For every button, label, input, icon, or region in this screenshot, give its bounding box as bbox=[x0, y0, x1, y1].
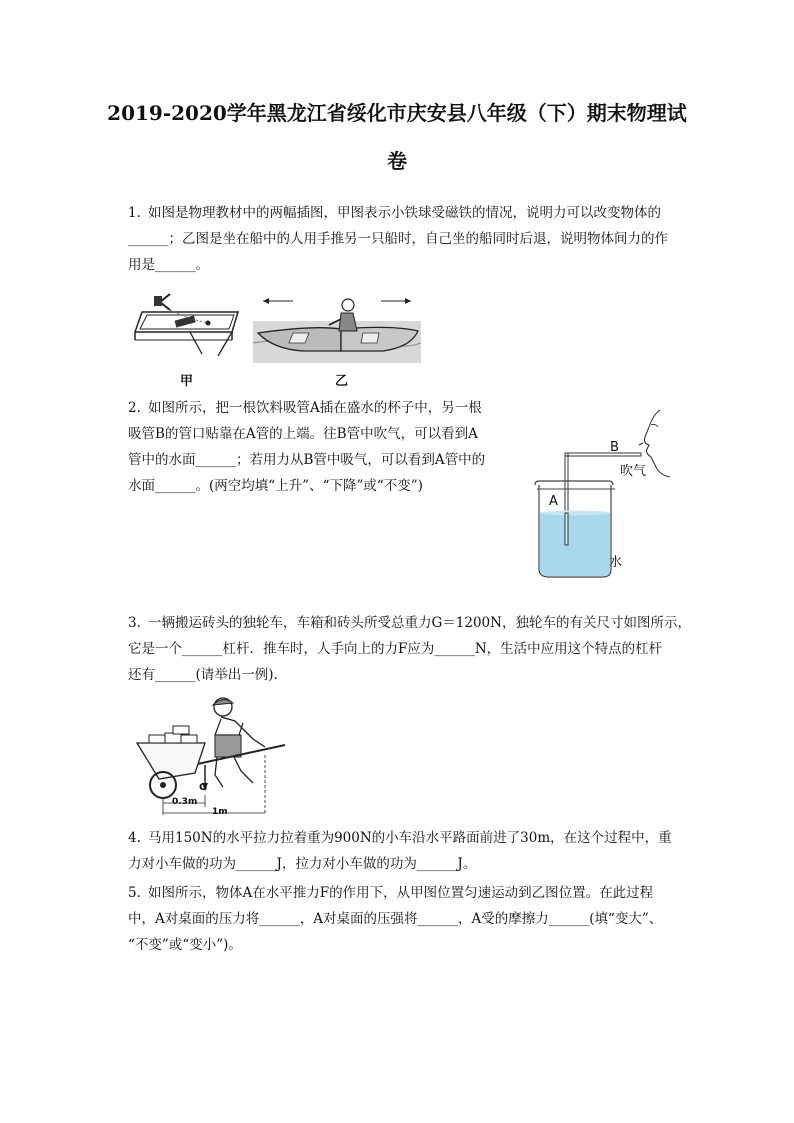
label-0-3m: 0.3m bbox=[172, 797, 198, 807]
page-title: 2019-2020学年黑龙江省绥化市庆安县八年级（下）期末物理试 bbox=[107, 101, 687, 125]
label-1m: 1m bbox=[212, 807, 228, 817]
question-3 bbox=[128, 610, 691, 688]
question-text: 它是一个______杠杆．推车时，人手向上的力F应为______N，生活中应用这个特点的杠杆 bbox=[128, 641, 663, 657]
question-text: 如图所示，把一根饮料吸管A插在盛水的杯子中，另一根 bbox=[148, 400, 482, 416]
question-2 bbox=[128, 395, 485, 499]
question-text: ______；乙图是坐在船中的人用手推另一只船时，自己坐的船同时后退，说明物体间力的作 bbox=[128, 231, 668, 247]
label-water: 水 bbox=[609, 555, 623, 570]
question-5 bbox=[128, 880, 662, 958]
boat-figure bbox=[253, 293, 421, 363]
label-blow: 吹气 bbox=[620, 464, 647, 479]
question-text: 一辆搬运砖头的独轮车，车箱和砖头所受总重力G＝1200N，独轮车的有关尺寸如图所示， bbox=[148, 615, 691, 631]
question-number: 5. bbox=[128, 885, 141, 901]
label-b: B bbox=[610, 440, 619, 455]
magnet-ball-figure bbox=[130, 290, 245, 360]
question-number: 2. bbox=[128, 400, 141, 416]
question-number: 4. bbox=[128, 830, 141, 846]
question-text: 还有______(请举出一例). bbox=[128, 667, 278, 683]
question-text: 马用150N的水平拉力拉着重为900N的小车沿水平路面前进了30m，在这个过程中，重 bbox=[148, 830, 672, 846]
label-a: A bbox=[549, 494, 558, 509]
question-number: 1. bbox=[128, 205, 141, 221]
question-text: “不变”或“变小”)。 bbox=[128, 937, 242, 953]
page-title-cont: 卷 bbox=[387, 149, 407, 173]
question-4 bbox=[128, 825, 672, 877]
question-1 bbox=[128, 200, 668, 278]
figure-label-jia: 甲 bbox=[180, 374, 194, 389]
question-text: 如图所示，物体A在水平推力F的作用下，从甲图位置匀速运动到乙图位置。在此过程 bbox=[148, 885, 654, 901]
question-number: 3. bbox=[128, 615, 141, 631]
question-text: 力对小车做的功为______J，拉力对小车做的功为______J。 bbox=[128, 856, 477, 872]
question-text: 管中的水面______；若用力从B管中吸气，可以看到A管中的 bbox=[128, 452, 486, 468]
question-text: 吸管B的管口贴靠在A管的上端。往B管中吹气，可以看到A bbox=[128, 426, 478, 442]
label-g: G bbox=[199, 782, 208, 793]
question-text: 中，A对桌面的压力将______，A对桌面的压强将______，A受的摩擦力______(填“变大”、 bbox=[128, 911, 663, 927]
question-text: 用是______。 bbox=[128, 257, 209, 273]
question-text: 水面______。(两空均填“上升”、“下降”或“不变”) bbox=[128, 478, 423, 494]
figure-label-yi: 乙 bbox=[335, 374, 349, 389]
question-text: 如图是物理教材中的两幅插图，甲图表示小铁球受磁铁的情况，说明力可以改变物体的 bbox=[148, 205, 661, 221]
wheelbarrow-figure bbox=[135, 695, 295, 820]
